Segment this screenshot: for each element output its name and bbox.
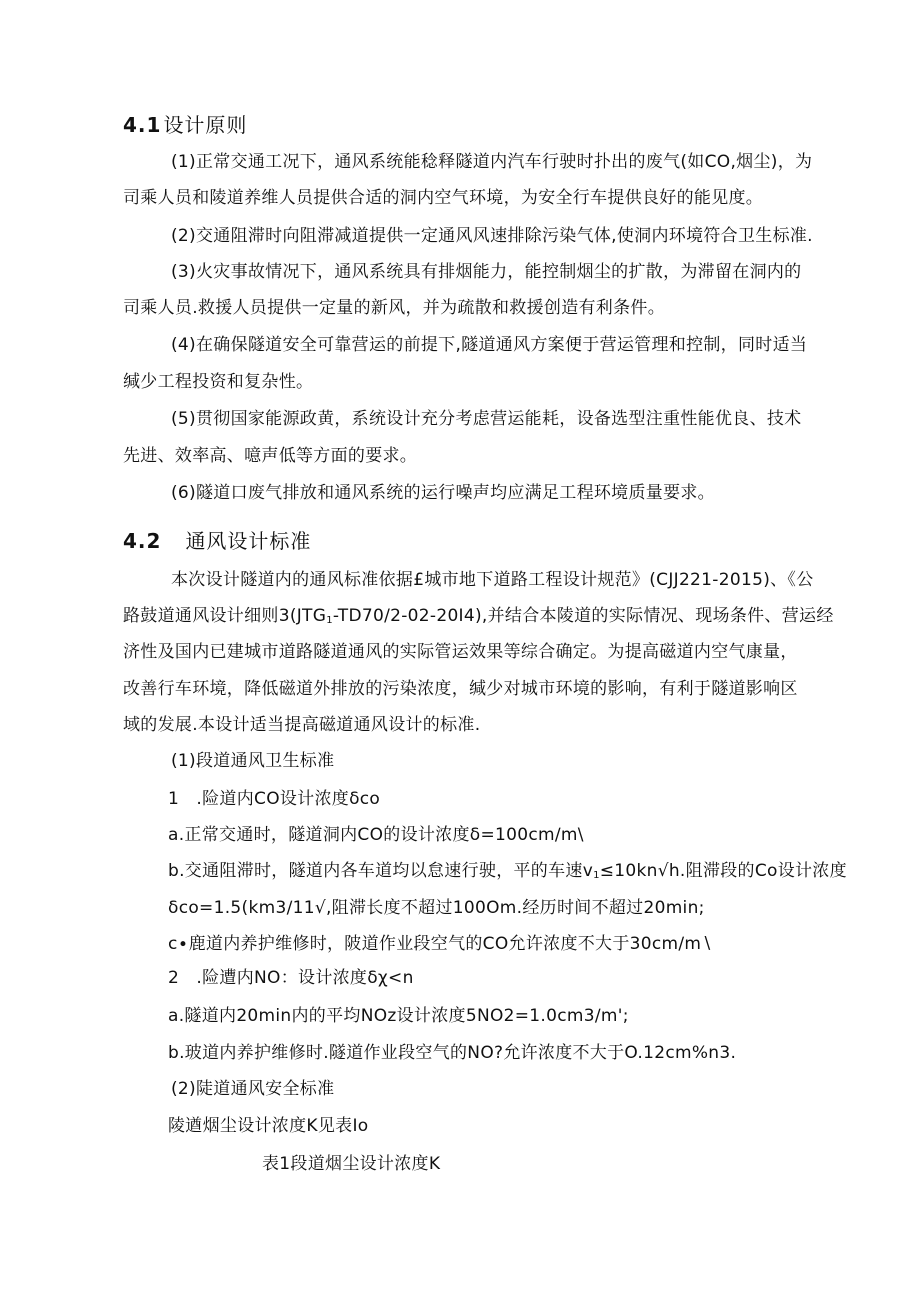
section-title: 通风设计标准: [185, 529, 312, 553]
paragraph-line: (1)正常交通工况下，通风系统能稔释隧道内汽车行驶时扑出的废气(如CO,烟尘)，为: [171, 152, 813, 172]
list-heading: 2 .险遭内NO：设计浓度δχ<n: [168, 968, 414, 988]
paragraph-line: 域的发展.本设计适当提高磁道通风设计的标准.: [123, 715, 481, 735]
list-heading: 1 .险道内CO设计浓度δco: [168, 789, 381, 809]
subscript: 1: [326, 615, 333, 626]
paragraph-line: (4)在确保隧道安全可靠营运的前提下,隧道通风方案便于营运管理和控制，同时适当: [171, 335, 808, 355]
list-item: c∙鹿道内养护维修时，陂道作业段空气的CO允许浓度不大于30cm∕m∖: [168, 934, 713, 954]
section-number: 4.2: [123, 529, 162, 553]
text-run: -TD70/2-02-20I4),并结合本陵道的实际情况、现场条件、营运经: [332, 606, 834, 626]
subsection-heading: (1)段道通风卫生标准: [171, 751, 335, 771]
paragraph-line: 先进、效率高、噫声低等方面的要求。: [123, 446, 418, 466]
paragraph-line: (3)火灾事故情况下，通风系统具有排烟能力，能控制烟尘的扩散，为滞留在洞内的: [171, 262, 802, 282]
subsection-heading: (2)陡道通风安全标准: [171, 1079, 335, 1099]
paragraph-line: 缄少工程投资和复杂性。: [123, 372, 314, 392]
paragraph-line: (6)隧道口废气排放和通风系统的运行噪声均应满足工程环境质量要求。: [171, 483, 715, 503]
section-number: 4.1: [123, 113, 162, 137]
table-caption: 表1段道烟尘设计浓度K: [262, 1154, 441, 1174]
paragraph-line: 本次设计隧道内的通风标准依据£城市地下道路工程设计规范》(CJJ221-2015)、《公: [171, 570, 814, 590]
paragraph-line: 济性及国内已建城市道路隧道通风的实际管运效果等综合确定。为提高磁道内空气康量，: [123, 642, 798, 662]
section-4-1-heading: [123, 112, 247, 138]
text-run: b.交通阻滞时，隧道内各车道均以怠速行驶，平的车速v: [168, 861, 594, 881]
section-title: 设计原则: [163, 113, 248, 137]
paragraph-line: (5)贯彻国家能源政黄，系统设计充分考虑营运能耗，设备选型注重性能优良、技术: [171, 409, 802, 429]
section-4-2-heading: [123, 528, 311, 554]
list-item: a.正常交通时，隧道洞内CO的设计浓度δ=100cm∕m\: [168, 825, 584, 845]
paragraph-line: 司乘人员.救援人员提供一定量的新风，并为疏散和救援创造有利条件。: [123, 298, 666, 318]
paragraph-line: [123, 604, 834, 633]
text-run: ≤10kn√h.阻滞段的Co设计浓度: [599, 861, 847, 881]
subscript: 1: [593, 870, 600, 881]
list-item: δco=1.5(km3∕11√,阻滞长度不超过100Om.经历时间不超过20min;: [168, 898, 705, 918]
paragraph-line: 改善行车环境，降低磁道外排放的污染浓度，缄少对城市环境的影响，有利于隧道影响区: [123, 679, 798, 699]
list-item: b.玻道内养护维修时.隧道作业段空气的NO?允许浓度不大于O.12cm%n3.: [168, 1043, 737, 1063]
text-run: 路鼓道通风设计细则3(JTG: [123, 606, 327, 626]
paragraph-line: 陵遒烟尘设计浓度K见表Io: [168, 1116, 369, 1136]
list-item: a.隧道内20min内的平均NOz设计浓度5NO2=1.0cm3∕m';: [168, 1006, 629, 1026]
list-item: [168, 859, 847, 888]
paragraph-line: 司乘人员和陵道养维人员提供合适的洞内空气环境，为安全行车提供良好的能见度。: [123, 188, 764, 208]
paragraph-line: (2)交通阻滞时向阻滞减道提供一定通风风速排除污染气体,使洞内环境符合卫生标准.: [171, 226, 813, 246]
